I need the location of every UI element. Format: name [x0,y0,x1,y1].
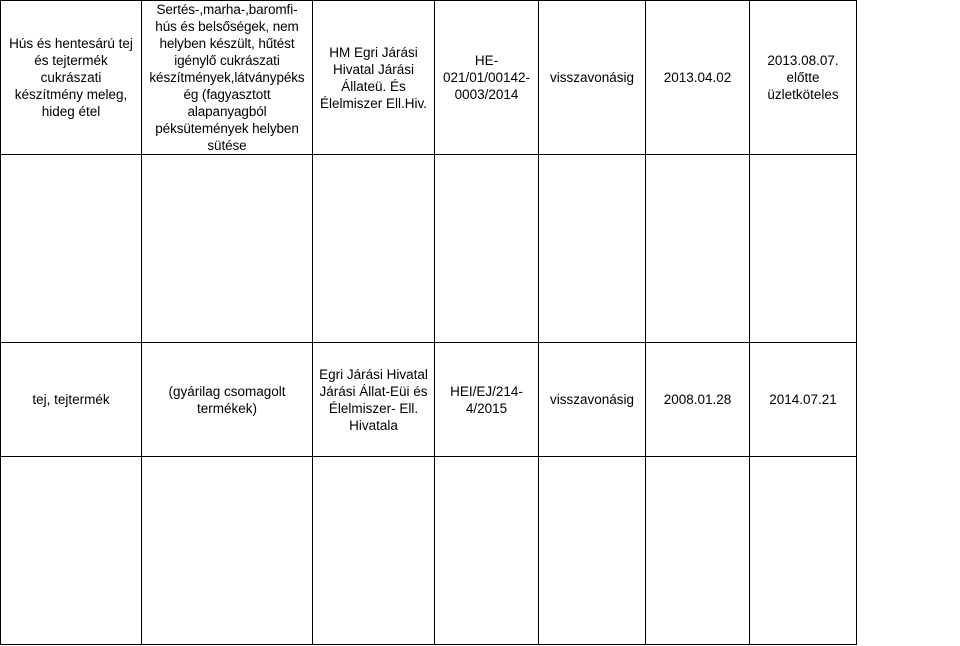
issued-date-cell: 2008.01.28 [646,343,750,457]
end-date-cell: 2013.08.07. előtte üzletköteles [750,1,857,155]
authority-cell: HM Egri Járási Hivatal Járási Állateü. És Élelmiszer Ell.Hiv. [313,1,435,155]
empty-cell [539,457,646,645]
empty-row [1,155,857,343]
empty-cell [750,457,857,645]
empty-cell [1,457,142,645]
empty-row [1,457,857,645]
empty-cell [646,155,750,343]
registration-number-cell: HE-021/01/00142-0003/2014 [435,1,539,155]
empty-cell [1,155,142,343]
table-row [1,343,857,457]
description-cell: Sertés-,marha-,baromfi-hús és belsőségek, nem helyben készült, hűtést igénylő cukrászati készítmények,látványpéks ég (fagyasztott alapanyagból péksütemények helyben sütése [142,1,313,155]
empty-cell [646,457,750,645]
empty-cell [313,457,435,645]
activity-cell: tej, tejtermék [1,343,142,457]
validity-cell: visszavonásig [539,343,646,457]
empty-cell [539,155,646,343]
issued-date-cell: 2013.04.02 [646,1,750,155]
end-date-cell: 2014.07.21 [750,343,857,457]
authority-cell: Egri Járási Hivatal Járási Állat-Eüi és Élelmiszer- Ell. Hivatala [313,343,435,457]
empty-cell [142,155,313,343]
empty-cell [435,155,539,343]
validity-cell: visszavonásig [539,1,646,155]
registration-number-cell: HEI/EJ/214-4/2015 [435,343,539,457]
description-cell: (gyárilag csomagolt termékek) [142,343,313,457]
empty-cell [313,155,435,343]
empty-cell [435,457,539,645]
empty-cell [750,155,857,343]
activity-cell: Hús és hentesárú tej és tejtermék cukrászati készítmény meleg, hideg étel [1,1,142,155]
empty-cell [142,457,313,645]
table-row [1,1,857,155]
